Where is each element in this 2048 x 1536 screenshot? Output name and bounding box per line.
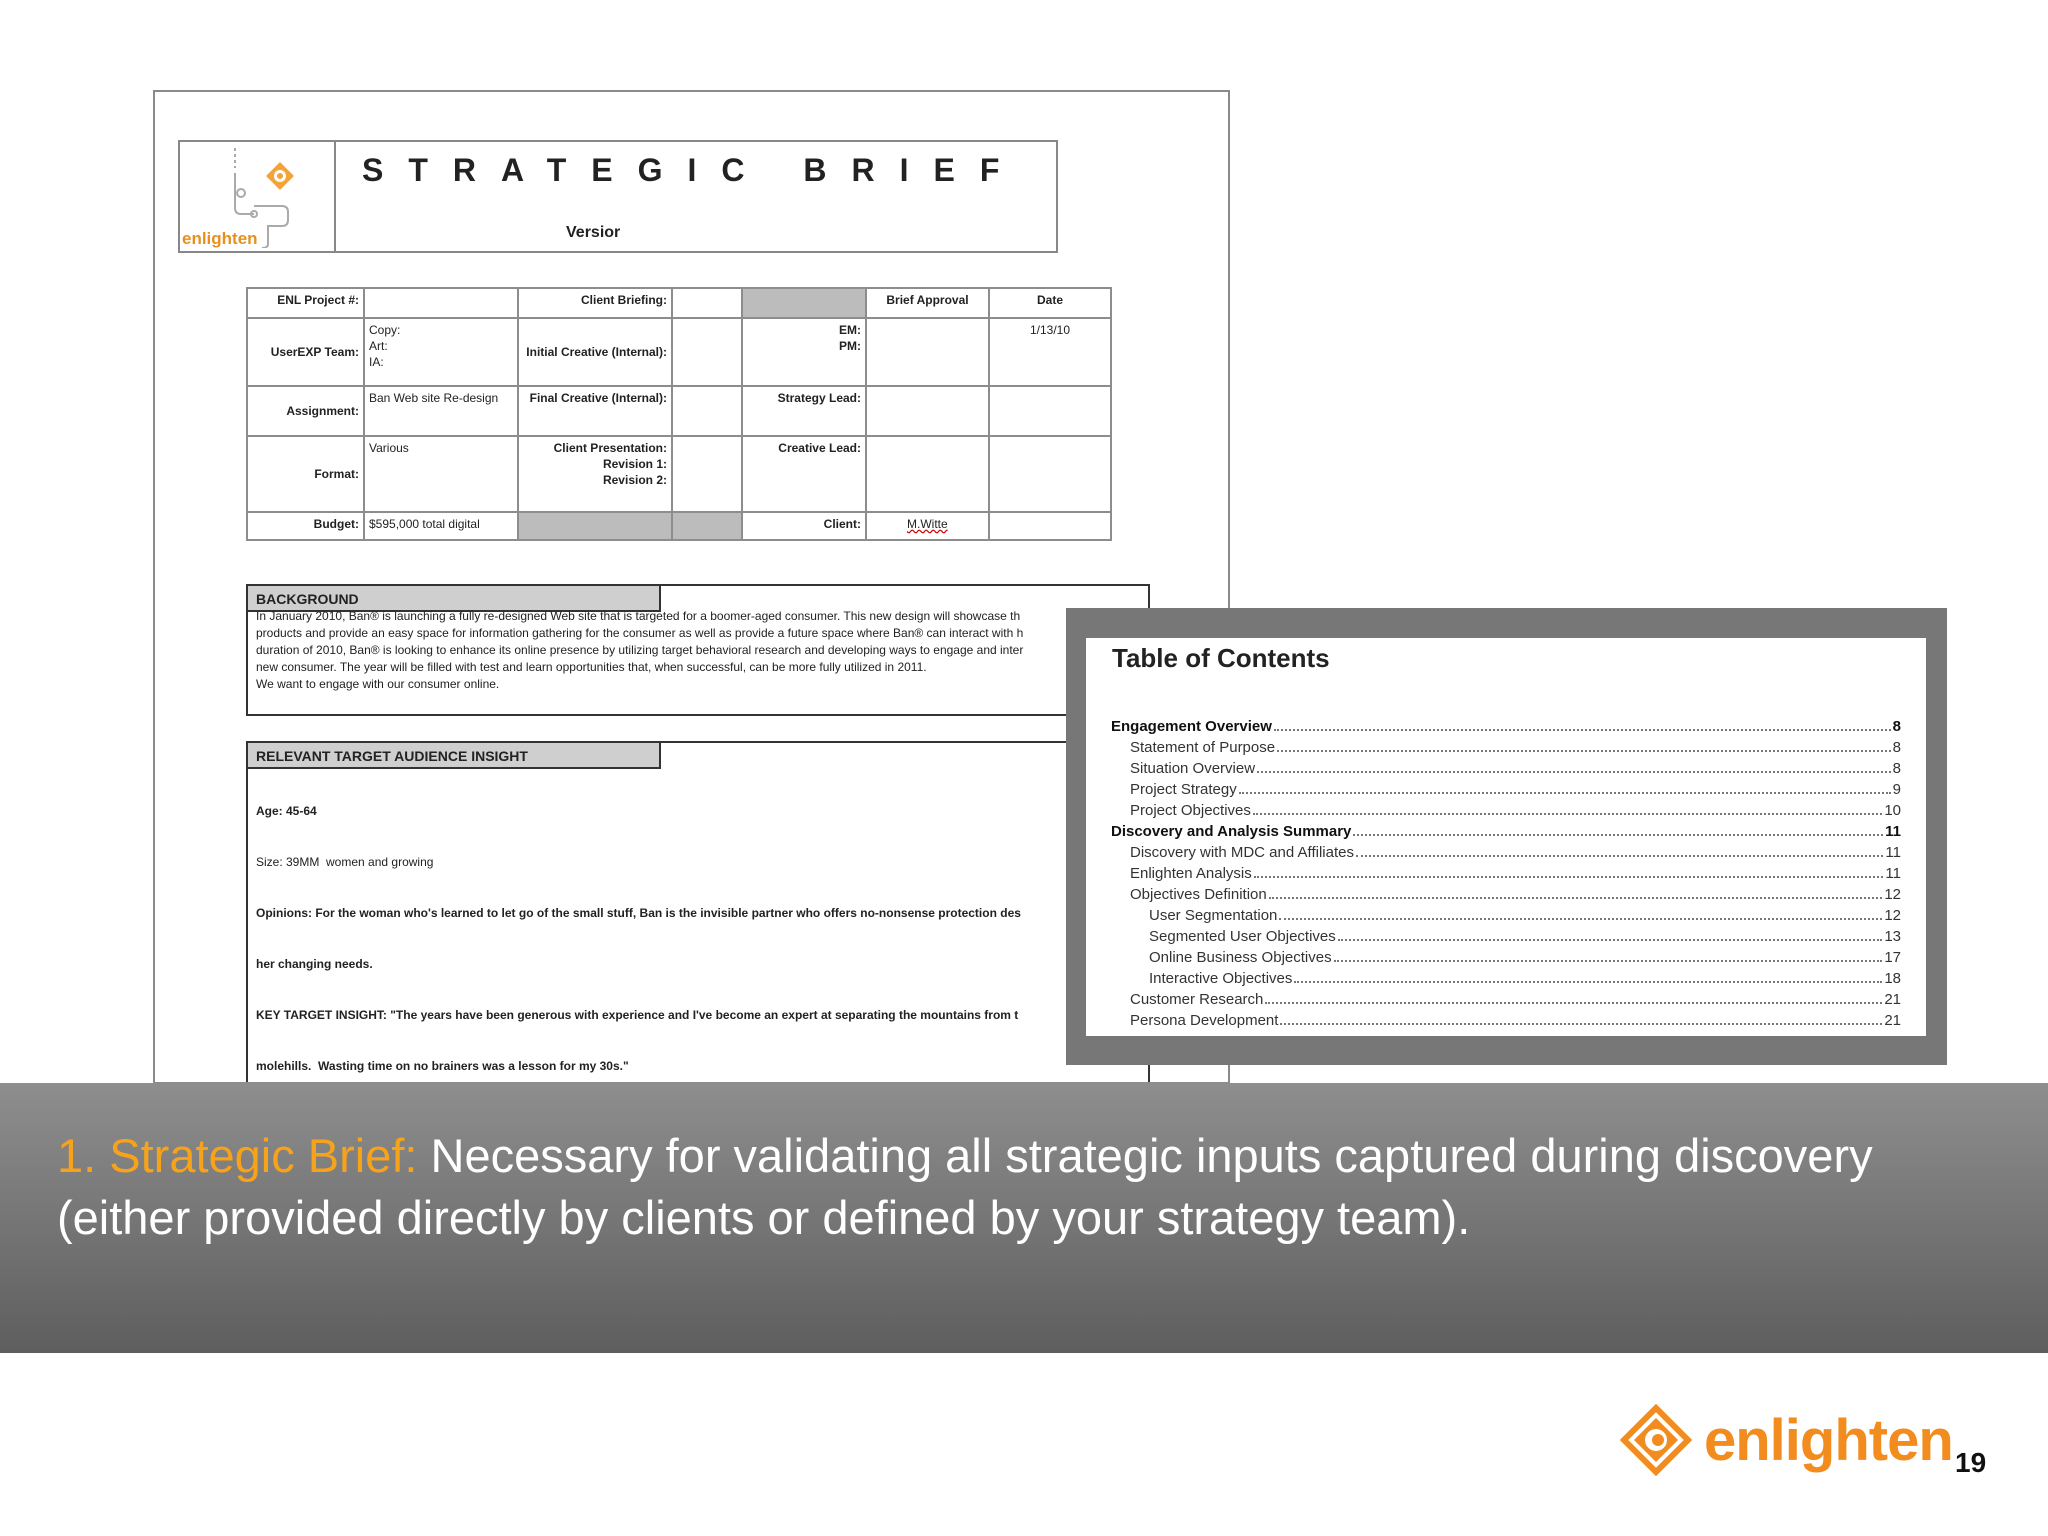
empty-cell — [989, 512, 1111, 540]
table-row — [247, 318, 1111, 386]
toc-entry-label: Objectives Definition — [1130, 886, 1267, 903]
toc-entry-label: Project Objectives — [1130, 802, 1251, 819]
strategy-lead-value — [866, 386, 989, 436]
toc-entry — [1111, 949, 1901, 970]
initial-creative-label: Initial Creative (Internal): — [518, 318, 672, 386]
toc-entry-label: Statement of Purpose — [1130, 739, 1276, 756]
toc-entry — [1111, 991, 1901, 1012]
final-creative-value — [672, 386, 742, 436]
brief-title-cell — [336, 142, 1056, 251]
background-line: new consumer. The year will be filled with test and learn opportunities that, when successful, can be more fully utilized in 2011. — [256, 660, 927, 674]
toc-entry-label: Customer Research — [1130, 991, 1264, 1008]
em-pm-cell — [742, 318, 866, 386]
toc-entry-page: 9 — [1892, 781, 1901, 798]
toc-entry — [1111, 802, 1901, 823]
audience-line: Opinions: For the woman who's learned to let go of the small stuff, Ban is the invisible partner who offers no-nonsense protection des — [256, 906, 1021, 920]
team-role-art: Art: — [369, 339, 388, 353]
audience-line: Size: 39MM women and growing — [256, 855, 434, 869]
toc-leader-dots — [1280, 1023, 1882, 1025]
toc-entry-page: 12 — [1884, 886, 1901, 903]
enlighten-wordmark: enlighten — [1704, 1407, 1953, 1473]
toc-list — [1111, 718, 1901, 1033]
background-line: We want to engage with our consumer online. — [256, 677, 500, 691]
client-briefing-value — [672, 288, 742, 318]
toc-entry — [1111, 760, 1901, 781]
toc-entry-page: 12 — [1884, 907, 1901, 924]
brief-title: STRATEGIC BRIEF — [362, 152, 1025, 188]
final-creative-label: Final Creative (Internal): — [518, 386, 672, 436]
budget-label: Budget: — [247, 512, 364, 540]
team-roles-cell — [364, 318, 518, 386]
format-label: Format: — [247, 436, 364, 512]
enlighten-logo — [1620, 1404, 1953, 1476]
toc-entry-page: 8 — [1892, 760, 1901, 777]
initial-creative-value — [672, 318, 742, 386]
toc-entry-label: Situation Overview — [1130, 760, 1256, 777]
toc-entry-page: 17 — [1884, 949, 1901, 966]
client-presentation-cell — [518, 436, 672, 512]
toc-leader-dots — [1356, 855, 1883, 857]
audience-line: molehills. Wasting time on no brainers was a lesson for my 30s." — [256, 1059, 629, 1073]
revision-2-label: Revision 2: — [602, 473, 667, 487]
toc-title: Table of Contents — [1112, 643, 1330, 673]
toc-entry-label: Online Business Objectives — [1149, 949, 1332, 966]
creative-lead-value — [866, 436, 989, 512]
toc-leader-dots — [1265, 1002, 1882, 1004]
toc-entry — [1111, 823, 1901, 844]
toc-leader-dots — [1334, 960, 1883, 962]
toc-leader-dots — [1353, 834, 1883, 836]
toc-entry — [1111, 928, 1901, 949]
toc-entry-page: 8 — [1892, 718, 1901, 735]
brief-logo-wordmark: enlighten — [182, 229, 258, 248]
toc-entry-page: 11 — [1885, 865, 1901, 882]
toc-entry-label: Project Strategy — [1130, 781, 1237, 798]
toc-leader-dots — [1257, 771, 1891, 773]
table-row — [247, 288, 1111, 318]
toc-leader-dots — [1253, 813, 1882, 815]
table-row — [247, 436, 1111, 512]
caption-lead: 1. Strategic Brief: — [57, 1129, 418, 1182]
toc-entry — [1111, 718, 1901, 739]
toc-entry-page: 8 — [1892, 739, 1901, 756]
toc-leader-dots — [1274, 729, 1891, 731]
table-row — [247, 386, 1111, 436]
toc-entry — [1111, 907, 1901, 928]
team-role-copy: Copy: — [369, 323, 401, 337]
toc-entry-label: Discovery and Analysis Summary — [1111, 823, 1352, 840]
toc-entry-label: Engagement Overview — [1111, 718, 1272, 735]
pm-label: PM: — [839, 339, 861, 353]
toc-entry — [1111, 739, 1901, 760]
brief-approval-header: Brief Approval — [866, 288, 989, 318]
background-line: duration of 2010, Ban® is looking to enhance its online presence by utilizing target behavioral research and developing ways to engage and inter — [256, 643, 1024, 657]
empty-cell — [989, 436, 1111, 512]
page-number: 19 — [1955, 1447, 1987, 1478]
toc-leader-dots — [1239, 792, 1891, 794]
toc-entry-label: Persona Development — [1130, 1012, 1279, 1029]
budget-value: $595,000 total digital — [364, 512, 518, 540]
empty-cell — [989, 386, 1111, 436]
toc-leader-dots — [1279, 918, 1882, 920]
caption-band — [0, 1083, 2048, 1353]
revision-1-label: Revision 1: — [602, 457, 667, 471]
audience-line: her changing needs. — [256, 957, 373, 971]
em-label: EM: — [839, 323, 861, 337]
toc-entry — [1111, 844, 1901, 865]
table-row — [247, 512, 1111, 540]
project-number-label: ENL Project #: — [247, 288, 364, 318]
strategy-lead-label: Strategy Lead: — [742, 386, 866, 436]
toc-entry — [1111, 1012, 1901, 1033]
toc-entry-label: User Segmentation — [1149, 907, 1278, 924]
format-value: Various — [364, 436, 518, 512]
toc-entry-label: Discovery with MDC and Affiliates — [1130, 844, 1354, 861]
toc-entry — [1111, 970, 1901, 991]
toc-entry-page: 11 — [1885, 823, 1901, 840]
toc-entry-page: 13 — [1884, 928, 1901, 945]
brief-version-label: Versior — [566, 224, 621, 241]
toc-entry-label: Interactive Objectives — [1149, 970, 1293, 987]
toc-entry-page: 10 — [1884, 802, 1901, 819]
audience-section — [246, 741, 1150, 1084]
shaded-cell — [518, 512, 672, 540]
enlighten-mark-icon — [1620, 1404, 1692, 1476]
toc-entry — [1111, 886, 1901, 907]
table-of-contents — [1086, 638, 1926, 1036]
client-presentation-label: Client Presentation: — [553, 441, 667, 455]
toc-entry-page: 21 — [1884, 991, 1901, 1008]
client-label: Client: — [742, 512, 866, 540]
background-line: products and provide an easy space for information gathering for the consumer as well as provide a future space where Ban® can interact with h — [256, 626, 1024, 640]
caption-body: Necessary for validating all strategic inputs captured during discovery (either provided directly by clients or defined by your strategy team). — [57, 1129, 1873, 1244]
toc-entry-label: Enlighten Analysis — [1130, 865, 1252, 882]
creative-lead-label: Creative Lead: — [742, 436, 866, 512]
background-section — [246, 584, 1150, 716]
toc-entry-page: 21 — [1884, 1012, 1901, 1029]
project-number-value — [364, 288, 518, 318]
audience-body — [256, 769, 1138, 1084]
team-label: UserEXP Team: — [247, 318, 364, 386]
project-info-table — [246, 287, 1112, 541]
background-line: In January 2010, Ban® is launching a fully re-designed Web site that is targeted for a boomer-aged consumer. This new design will showcase th — [256, 609, 1021, 623]
audience-heading: RELEVANT TARGET AUDIENCE INSIGHT — [246, 741, 661, 769]
audience-line: KEY TARGET INSIGHT: "The years have been generous with experience and I've become an expert at separating the mountains from t — [256, 1008, 1019, 1022]
shaded-cell — [742, 288, 866, 318]
toc-leader-dots — [1338, 939, 1883, 941]
assignment-value: Ban Web site Re-design — [364, 386, 518, 436]
toc-leader-dots — [1254, 876, 1884, 878]
background-heading: BACKGROUND — [246, 584, 661, 612]
date-value: 1/13/10 — [989, 318, 1111, 386]
brief-header — [178, 140, 1058, 253]
caption-text — [57, 1125, 1957, 1249]
team-role-ia: IA: — [369, 355, 384, 369]
presentation-value — [672, 436, 742, 512]
shaded-cell — [672, 512, 742, 540]
enlighten-mark-icon — [264, 160, 296, 192]
toc-entry-page: 18 — [1884, 970, 1901, 987]
toc-leader-dots — [1277, 750, 1891, 752]
assignment-label: Assignment: — [247, 386, 364, 436]
brief-logo-cell — [180, 142, 336, 251]
audience-line: Age: 45-64 — [256, 804, 317, 818]
approval-value — [866, 318, 989, 386]
background-body — [256, 608, 1138, 693]
client-briefing-label: Client Briefing: — [518, 288, 672, 318]
toc-leader-dots — [1269, 897, 1883, 899]
date-header: Date — [989, 288, 1111, 318]
toc-entry-label: Segmented User Objectives — [1149, 928, 1336, 945]
toc-leader-dots — [1294, 981, 1882, 983]
toc-entry — [1111, 865, 1901, 886]
toc-entry-page: 11 — [1885, 844, 1901, 861]
client-value: M.Witte — [866, 512, 989, 540]
toc-entry — [1111, 781, 1901, 802]
